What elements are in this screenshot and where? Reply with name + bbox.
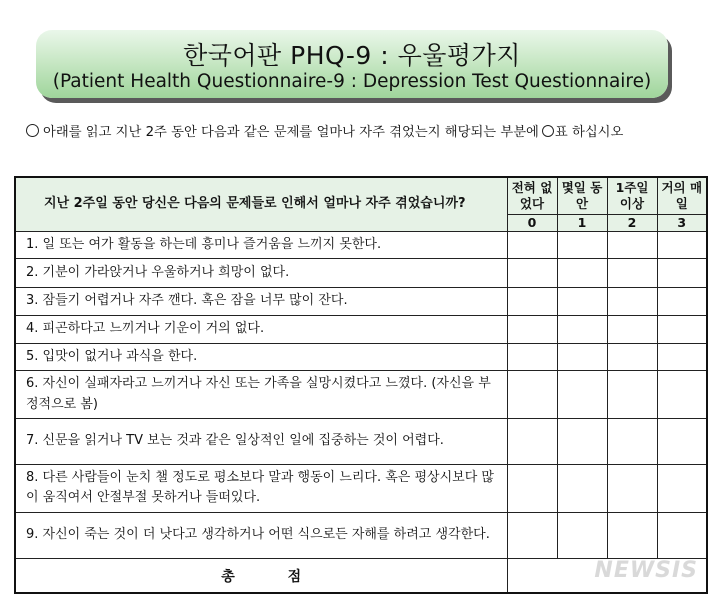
answer-cell[interactable] bbox=[657, 371, 707, 418]
option-label-1: 몇일 동안 bbox=[557, 177, 607, 214]
answer-cell[interactable] bbox=[557, 512, 607, 558]
answer-cell[interactable] bbox=[557, 418, 607, 464]
answer-cell[interactable] bbox=[507, 512, 557, 558]
answer-cell[interactable] bbox=[657, 232, 707, 259]
table-row bbox=[15, 287, 707, 315]
answer-cell[interactable] bbox=[607, 371, 657, 418]
question-item-4: 4. 피곤하다고 느끼거나 기운이 거의 없다. bbox=[15, 315, 507, 343]
table-row bbox=[15, 315, 707, 343]
circle-mark-icon bbox=[542, 125, 554, 137]
table-row bbox=[15, 465, 707, 512]
answer-cell[interactable] bbox=[657, 465, 707, 512]
answer-cell[interactable] bbox=[607, 344, 657, 371]
answer-cell[interactable] bbox=[557, 287, 607, 315]
page-subtitle: (Patient Health Questionnaire-9 : Depression Test Questionnaire) bbox=[52, 71, 652, 92]
answer-cell[interactable] bbox=[507, 344, 557, 371]
answer-cell[interactable] bbox=[657, 315, 707, 343]
answer-cell[interactable] bbox=[607, 315, 657, 343]
answer-cell[interactable] bbox=[607, 465, 657, 512]
answer-cell[interactable] bbox=[607, 512, 657, 558]
answer-cell[interactable] bbox=[507, 418, 557, 464]
total-label: 총 점 bbox=[15, 559, 507, 593]
question-item-5: 5. 입맛이 없거나 과식을 한다. bbox=[15, 344, 507, 371]
answer-cell[interactable] bbox=[607, 418, 657, 464]
answer-cell[interactable] bbox=[507, 465, 557, 512]
option-score-3: 3 bbox=[657, 214, 707, 231]
question-item-1: 1. 일 또는 여가 활동을 하는데 흥미나 즐거움을 느끼지 못한다. bbox=[15, 232, 507, 259]
answer-cell[interactable] bbox=[557, 344, 607, 371]
answer-cell[interactable] bbox=[507, 232, 557, 259]
answer-cell[interactable] bbox=[557, 465, 607, 512]
option-label-0: 전혀 없었다 bbox=[507, 177, 557, 214]
phq9-table bbox=[14, 176, 708, 594]
table-row bbox=[15, 232, 707, 259]
table-row bbox=[15, 344, 707, 371]
option-score-1: 1 bbox=[557, 214, 607, 231]
answer-cell[interactable] bbox=[557, 232, 607, 259]
question-item-7: 7. 신문을 읽거나 TV 보는 것과 같은 일상적인 일에 집중하는 것이 어렵다. bbox=[15, 418, 507, 464]
option-label-3: 거의 매일 bbox=[657, 177, 707, 214]
question-item-6: 6. 자신이 실패자라고 느끼거나 자신 또는 가족을 실망시켰다고 느꼈다. (자신을 부정적으로 봄) bbox=[15, 371, 507, 418]
option-label-2: 1주일 이상 bbox=[607, 177, 657, 214]
answer-cell[interactable] bbox=[607, 287, 657, 315]
table-row bbox=[15, 371, 707, 418]
answer-cell[interactable] bbox=[607, 259, 657, 287]
question-item-2: 2. 기분이 가라앉거나 우울하거나 희망이 없다. bbox=[15, 259, 507, 287]
answer-cell[interactable] bbox=[657, 512, 707, 558]
instruction-line bbox=[26, 121, 623, 140]
question-header: 지난 2주일 동안 당신은 다음의 문제들로 인해서 얼마나 자주 겪었습니까? bbox=[15, 177, 507, 232]
option-score-0: 0 bbox=[507, 214, 557, 231]
question-item-3: 3. 잠들기 어렵거나 자주 깬다. 혹은 잠을 너무 많이 잔다. bbox=[15, 287, 507, 315]
circle-bullet-icon bbox=[26, 124, 39, 137]
question-item-9: 9. 자신이 죽는 것이 더 낫다고 생각하거나 어떤 식으로든 자해를 하려고 생각한다. bbox=[15, 512, 507, 558]
answer-cell[interactable] bbox=[657, 344, 707, 371]
option-score-2: 2 bbox=[607, 214, 657, 231]
table-row bbox=[15, 418, 707, 464]
newsis-watermark: NEWSIS bbox=[594, 558, 698, 583]
table-row bbox=[15, 512, 707, 558]
answer-cell[interactable] bbox=[507, 287, 557, 315]
answer-cell[interactable] bbox=[657, 259, 707, 287]
page-title: 한국어판 PHQ-9 : 우울평가지 bbox=[183, 41, 521, 70]
answer-cell[interactable] bbox=[607, 232, 657, 259]
answer-cell[interactable] bbox=[557, 259, 607, 287]
table-row bbox=[15, 259, 707, 287]
instruction-text: 아래를 읽고 지난 2주 동안 다음과 같은 문제를 얼마나 자주 겪었는지 해당되는 부분에 bbox=[43, 125, 539, 140]
answer-cell[interactable] bbox=[657, 418, 707, 464]
answer-cell[interactable] bbox=[657, 287, 707, 315]
answer-cell[interactable] bbox=[557, 315, 607, 343]
title-banner bbox=[36, 30, 668, 98]
answer-cell[interactable] bbox=[507, 371, 557, 418]
instruction-text-end: 표 하십시오 bbox=[554, 125, 624, 140]
question-item-8: 8. 다른 사람들이 눈치 챌 정도로 평소보다 말과 행동이 느리다. 혹은 평상시보다 많이 움직여서 안절부절 못하거나 들떠있다. bbox=[15, 465, 507, 512]
answer-cell[interactable] bbox=[557, 371, 607, 418]
answer-cell[interactable] bbox=[507, 259, 557, 287]
answer-cell[interactable] bbox=[507, 315, 557, 343]
